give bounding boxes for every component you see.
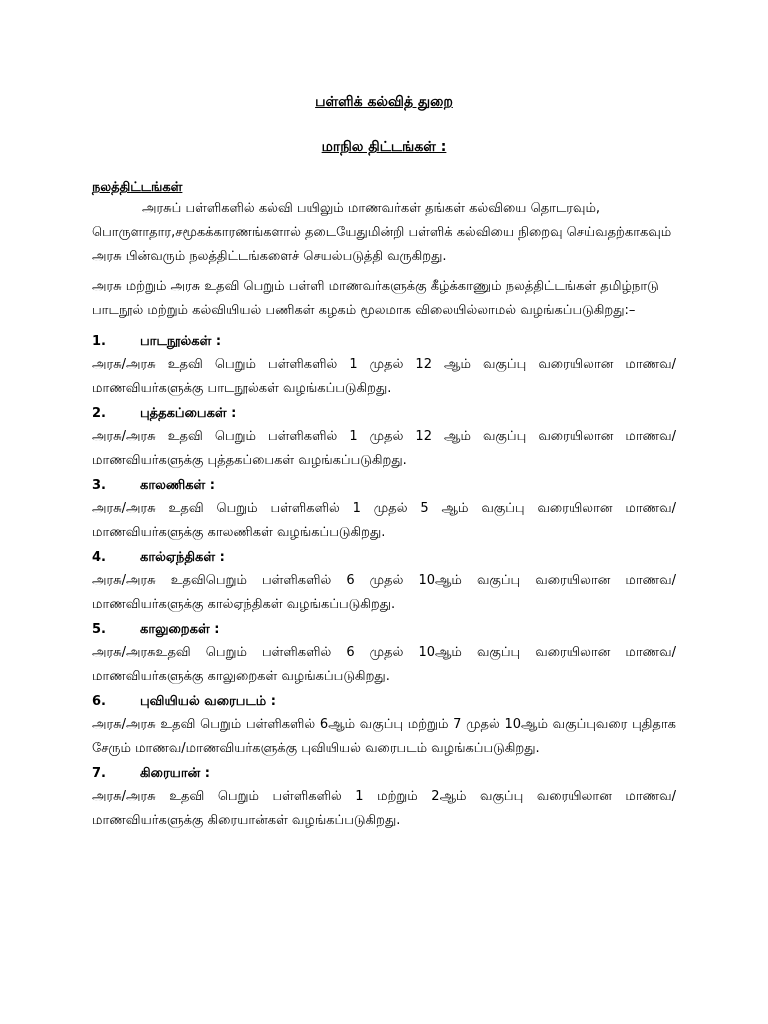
item-number: 5. [92,622,106,637]
item-title: புத்தகப்பைகள் : [140,406,237,421]
item-description: அரசு/அரசு உதவி பெறும் பள்ளிகளில் 1 முதல் 12 ஆம் வகுப்பு வரையிலான மாணவ/மாணவியர்களுக்கு பாடநூல்கள் வழங்கப்படுகிறது. [92,357,676,396]
item-description: அரசு/அரசு உதவி பெறும் பள்ளிகளில் 6ஆம் வகுப்பு மற்றும் 7 முதல் 10ஆம் வகுப்புவரை புதிதாக சேரும் மாணவ/மாணவியர்களுக்கு புவியியல் வரைபடம் வழங்கப்படுகிறது. [92,717,676,756]
list-item [92,403,676,473]
item-title: காலுறைகள் : [140,622,220,637]
schemes-title: மாநில திட்டங்கள் : [321,139,447,155]
list-item [92,475,676,545]
list-item [92,619,676,689]
item-description: அரசு/அரசு உதவி பெறும் பள்ளிகளில் 1 முதல் 12 ஆம் வகுப்பு வரையிலான மாணவ/மாணவியர்களுக்கு புத்தகப்பைகள் வழங்கப்படுகிறது. [92,429,676,468]
item-description: அரசு/அரசு உதவிபெறும் பள்ளிகளில் 6 முதல் 10ஆம் வகுப்பு வரையிலான மாணவ/மாணவியர்களுக்கு கால்ஏந்திகள் வழங்கப்படுகிறது. [92,573,676,612]
item-number: 6. [92,694,106,709]
welfare-heading: நலத்திட்டங்கள் [92,180,183,195]
item-description: அரசு/அரசுஉதவி பெறும் பள்ளிகளில் 6 முதல் 10ஆம் வகுப்பு வரையிலான மாணவ/மாணவியர்களுக்கு காலுறைகள் வழங்கப்படுகிறது. [92,645,676,684]
item-title: புவியியல் வரைபடம் : [140,694,276,709]
scheme-list [92,331,676,833]
item-title: பாடநூல்கள் : [140,334,222,349]
welfare-section [92,179,676,833]
item-title: கால்ஏந்திகள் : [140,550,225,565]
list-item [92,763,676,833]
intro-paragraph-2: அரசு மற்றும் அரசு உதவி பெறும் பள்ளி மாணவர்களுக்கு கீழ்க்காணும் நலத்திட்டங்கள் தமிழ்நாடு பாடநூல் மற்றும் கல்வியியல் பணிகள் கழகம் மூலமாக விலையில்லாமல் வழங்கப்படுகிறது:– [92,279,659,318]
list-item [92,691,676,761]
item-number: 3. [92,478,106,493]
item-number: 4. [92,550,106,565]
item-title: கிரையான் : [140,766,210,781]
item-title: காலணிகள் : [140,478,216,493]
list-item [92,547,676,617]
item-number: 2. [92,406,106,421]
department-title: பள்ளிக் கல்வித் துறை [315,94,453,110]
item-description: அரசு/அரசு உதவி பெறும் பள்ளிகளில் 1 முதல் 5 ஆம் வகுப்பு வரையிலான மாணவ/மாணவியர்களுக்கு காலணிகள் வழங்கப்படுகிறது. [92,501,676,540]
intro-paragraph-1: அரசுப் பள்ளிகளில் கல்வி பயிலும் மாணவர்கள் தங்கள் கல்வியை தொடரவும், பொருளாதார,சமூகக்காரணங்களால் தடையேதுமின்றி பள்ளிக் கல்வியை நிறைவு செய்வதற்காகவும் அரசு பின்வரும் நலத்திட்டங்களைச் செயல்படுத்தி வருகிறது. [92,201,672,264]
item-description: அரசு/அரசு உதவி பெறும் பள்ளிகளில் 1 மற்றும் 2ஆம் வகுப்பு வரையிலான மாணவ/மாணவியர்களுக்கு கிரையான்கள் வழங்கப்படுகிறது. [92,789,676,828]
item-number: 7. [92,766,106,781]
list-item [92,331,676,401]
item-number: 1. [92,334,106,349]
